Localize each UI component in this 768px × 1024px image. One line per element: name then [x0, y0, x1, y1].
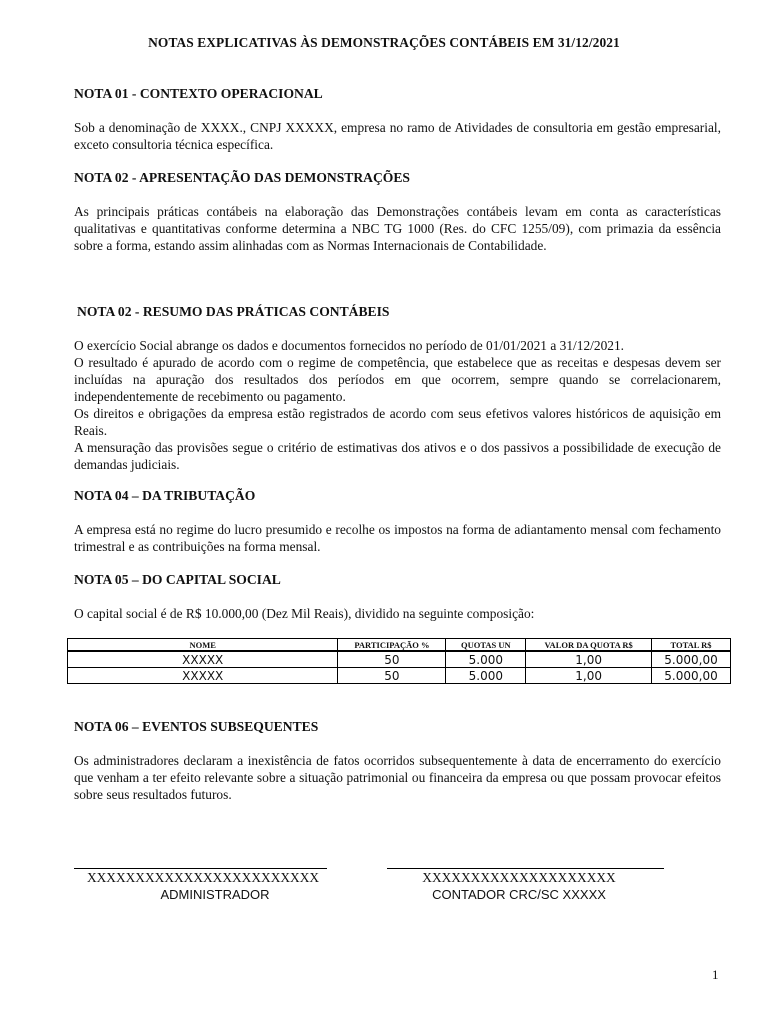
signature-line-contador: [387, 868, 664, 869]
nota-02-resumo-heading: NOTA 02 - RESUMO DAS PRÁTICAS CONTÁBEIS: [77, 304, 390, 319]
nota-04-paragraph: A empresa está no regime do lucro presumido e recolhe os impostos na forma de adiantamento mensal com fechamento trimestral e as contribuições na forma mensal.: [74, 522, 721, 554]
nota-01-text: [74, 119, 721, 153]
nota-01-paragraph: Sob a denominação de XXXX., CNPJ XXXXX, empresa no ramo de Atividades de consultoria em gestão empresarial, exceto consultoria técnica específica.: [74, 120, 721, 152]
col-header-participacao: PARTICIPAÇÃO %: [338, 639, 446, 652]
capital-table: [67, 638, 731, 684]
cell-valor-quota: 1,00: [526, 651, 652, 668]
table-row: [68, 651, 731, 668]
resumo-paragraph-2: O resultado é apurado de acordo com o regime de competência, que estabelece que as receitas e despesas devem ser incluídas na apuração dos resultados dos períodos em que ocorrem, sempre quando se correlacionarem, independentemente de recebimento ou pagamento.: [74, 355, 721, 404]
nota-06-text: [74, 752, 721, 803]
document-title: NOTAS EXPLICATIVAS ÀS DEMONSTRAÇÕES CONTÁBEIS EM 31/12/2021: [148, 35, 620, 50]
signature-role-administrador: ADMINISTRADOR: [160, 887, 270, 902]
signature-role-contador: CONTADOR CRC/SC XXXXX: [432, 887, 606, 902]
col-header-nome: NOME: [68, 639, 338, 652]
col-header-valor-quota: VALOR DA QUOTA R$: [526, 639, 652, 652]
page-number: 1: [712, 967, 719, 982]
nota-02-paragraph: As principais práticas contábeis na elaboração das Demonstrações contábeis levam em conta as características qualitativas e quantitativas conforme determina a NBC TG 1000 (Res. do CFC 1255/09), com primazia da essência sobre a forma, estando assim alinhadas com as Normas Internacionais de Contabilidade.: [74, 204, 721, 253]
nota-05-heading: NOTA 05 – DO CAPITAL SOCIAL: [74, 572, 281, 587]
resumo-paragraph-4: A mensuração das provisões segue o critério de estimativas dos ativos e o dos passivos a possibilidade de execução de demandas judiciais.: [74, 440, 721, 472]
cell-nome: XXXXX: [68, 651, 338, 668]
cell-nome: XXXXX: [68, 668, 338, 684]
nota-01-heading: NOTA 01 - CONTEXTO OPERACIONAL: [74, 86, 323, 101]
nota-02-resumo-text: [74, 337, 721, 473]
table-row: [68, 668, 731, 684]
cell-valor-quota: 1,00: [526, 668, 652, 684]
nota-04-heading: NOTA 04 – DA TRIBUTAÇÃO: [74, 488, 256, 503]
nota-06-heading: NOTA 06 – EVENTOS SUBSEQUENTES: [74, 719, 319, 734]
nota-02-heading: NOTA 02 - APRESENTAÇÃO DAS DEMONSTRAÇÕES: [74, 170, 410, 185]
col-header-total: TOTAL R$: [652, 639, 731, 652]
cell-total: 5.000,00: [652, 668, 731, 684]
cell-quotas: 5.000: [446, 668, 526, 684]
cell-participacao: 50: [338, 668, 446, 684]
cell-participacao: 50: [338, 651, 446, 668]
signature-name-administrador: XXXXXXXXXXXXXXXXXXXXXXXX: [86, 870, 320, 885]
signature-name-contador: XXXXXXXXXXXXXXXXXXXX: [422, 870, 616, 885]
nota-06-paragraph: Os administradores declaram a inexistência de fatos ocorridos subsequentemente à data de encerramento do exercício que venham a ter efeito relevante sobre a situação patrimonial ou financeira da empresa ou que possam provocar efeitos sobre seus resultados futuros.: [74, 753, 721, 802]
nota-04-text: [74, 521, 721, 555]
resumo-paragraph-3: Os direitos e obrigações da empresa estão registrados de acordo com seus efetivos valores históricos de aquisição em Reais.: [74, 406, 721, 438]
cell-quotas: 5.000: [446, 651, 526, 668]
nota-05-text: [74, 605, 721, 622]
col-header-quotas: QUOTAS UN: [446, 639, 526, 652]
nota-05-paragraph: O capital social é de R$ 10.000,00 (Dez Mil Reais), dividido na seguinte composição:: [74, 606, 535, 621]
nota-02-text: [74, 203, 721, 254]
signature-line-administrador: [74, 868, 327, 869]
resumo-paragraph-1: O exercício Social abrange os dados e documentos fornecidos no período de 01/01/2021 a 31/12/2021.: [74, 338, 624, 353]
cell-total: 5.000,00: [652, 651, 731, 668]
table-header-row: [68, 639, 731, 652]
